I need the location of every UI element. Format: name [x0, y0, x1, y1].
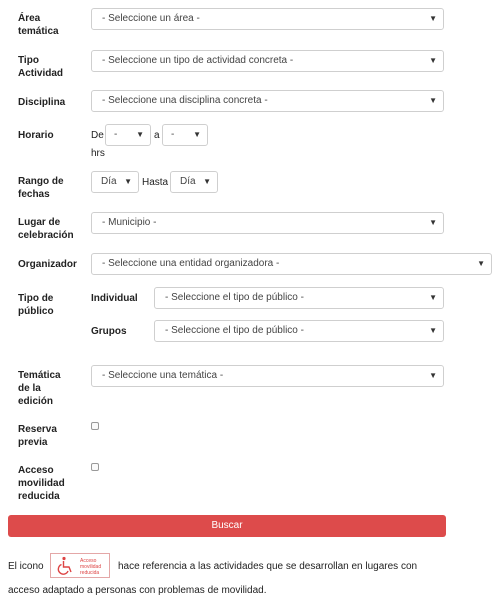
reserva-label-line1: Reserva [18, 424, 57, 435]
horario-hrs-text: hrs [91, 148, 105, 159]
footer-line2: acceso adaptado a personas con problemas de movilidad. [8, 585, 267, 596]
publico-grupos-value: - Seleccione el tipo de público - [165, 325, 304, 336]
grupos-label: Grupos [91, 326, 127, 337]
reserva-checkbox[interactable] [91, 422, 99, 430]
chevron-down-icon: ▼ [429, 218, 437, 227]
organizador-select-value: - Seleccione una entidad organizadora - [102, 258, 280, 269]
individual-label: Individual [91, 293, 138, 304]
accessibility-badge [50, 553, 110, 578]
organizador-select[interactable] [91, 253, 492, 275]
chevron-down-icon: ▼ [429, 326, 437, 335]
tematica-select[interactable] [91, 365, 444, 387]
tematica-select-value: - Seleccione una temática - [102, 370, 224, 381]
date-to-select[interactable] [170, 171, 218, 193]
disciplina-select[interactable] [91, 90, 444, 112]
chevron-down-icon: ▼ [203, 177, 211, 186]
chevron-down-icon: ▼ [429, 56, 437, 65]
horario-de-text: De [91, 130, 104, 141]
lugar-label [18, 216, 74, 242]
rango-hasta-text: Hasta [142, 177, 169, 188]
tipo-select-value: - Seleccione un tipo de actividad concreta - [102, 55, 294, 66]
tematica-label-line1: Temática [18, 370, 61, 381]
tipo-actividad-select[interactable] [91, 50, 444, 72]
disciplina-label: Disciplina [18, 97, 66, 108]
lugar-label-line2: celebración [18, 230, 74, 241]
acceso-checkbox[interactable] [91, 463, 99, 471]
chevron-down-icon: ▼ [429, 96, 437, 105]
acceso-label-line3: reducida [18, 491, 60, 502]
area-label-line2: temática [18, 26, 59, 37]
tipo-label-line2: Actividad [18, 68, 64, 79]
rango-label-line2: fechas [18, 189, 50, 200]
chevron-down-icon: ▼ [429, 293, 437, 302]
publico-label-line1: Tipo de [18, 293, 54, 304]
horario-label: Horario [18, 130, 54, 141]
tipo-label-line1: Tipo [18, 55, 39, 66]
tematica-label [18, 369, 61, 408]
publico-individual-select[interactable] [154, 287, 444, 309]
publico-grupos-select[interactable] [154, 320, 444, 342]
badge-line3: reducida [80, 570, 100, 576]
hour-to-select[interactable] [162, 124, 208, 146]
hour-from-value: - [114, 129, 118, 140]
rango-label [18, 175, 64, 201]
publico-label [18, 292, 54, 318]
footer-suffix: hace referencia a las actividades que se desarrollan en lugares con [118, 561, 418, 572]
chevron-down-icon: ▼ [429, 14, 437, 23]
tipo-label [18, 54, 63, 80]
reserva-label [18, 423, 57, 449]
area-select-value: - Seleccione un área - [102, 13, 200, 24]
acceso-label-line1: Acceso [18, 465, 54, 476]
publico-label-line2: público [18, 306, 54, 317]
rango-label-line1: Rango de [18, 176, 64, 187]
wheelchair-icon [55, 556, 77, 576]
organizador-label: Organizador [18, 259, 77, 270]
chevron-down-icon: ▼ [136, 130, 144, 139]
buscar-button[interactable]: Buscar [8, 515, 446, 537]
date-from-value: Día [101, 176, 117, 187]
chevron-down-icon: ▼ [477, 259, 485, 268]
lugar-label-line1: Lugar de [18, 217, 61, 228]
acceso-label [18, 464, 65, 503]
area-select[interactable] [91, 8, 444, 30]
chevron-down-icon: ▼ [124, 177, 132, 186]
acceso-label-line2: movilidad [18, 478, 65, 489]
badge-line1: Acceso [80, 558, 97, 564]
date-from-select[interactable] [91, 171, 139, 193]
hour-to-value: - [171, 129, 175, 140]
publico-individual-value: - Seleccione el tipo de público - [165, 292, 304, 303]
municipio-select[interactable] [91, 212, 444, 234]
hour-from-select[interactable] [105, 124, 151, 146]
tematica-label-line2: de la [18, 383, 41, 394]
date-to-value: Día [180, 176, 196, 187]
horario-a-text: a [154, 130, 160, 141]
area-label [18, 12, 59, 38]
chevron-down-icon: ▼ [193, 130, 201, 139]
municipio-select-value: - Municipio - [102, 217, 157, 228]
disciplina-select-value: - Seleccione una disciplina concreta - [102, 95, 268, 106]
footer-prefix: El icono [8, 561, 44, 572]
area-label-line1: Área [18, 13, 41, 24]
tematica-label-line3: edición [18, 396, 54, 407]
reserva-label-line2: previa [18, 437, 48, 448]
chevron-down-icon: ▼ [429, 371, 437, 380]
badge-line2: movilidad [80, 564, 102, 570]
